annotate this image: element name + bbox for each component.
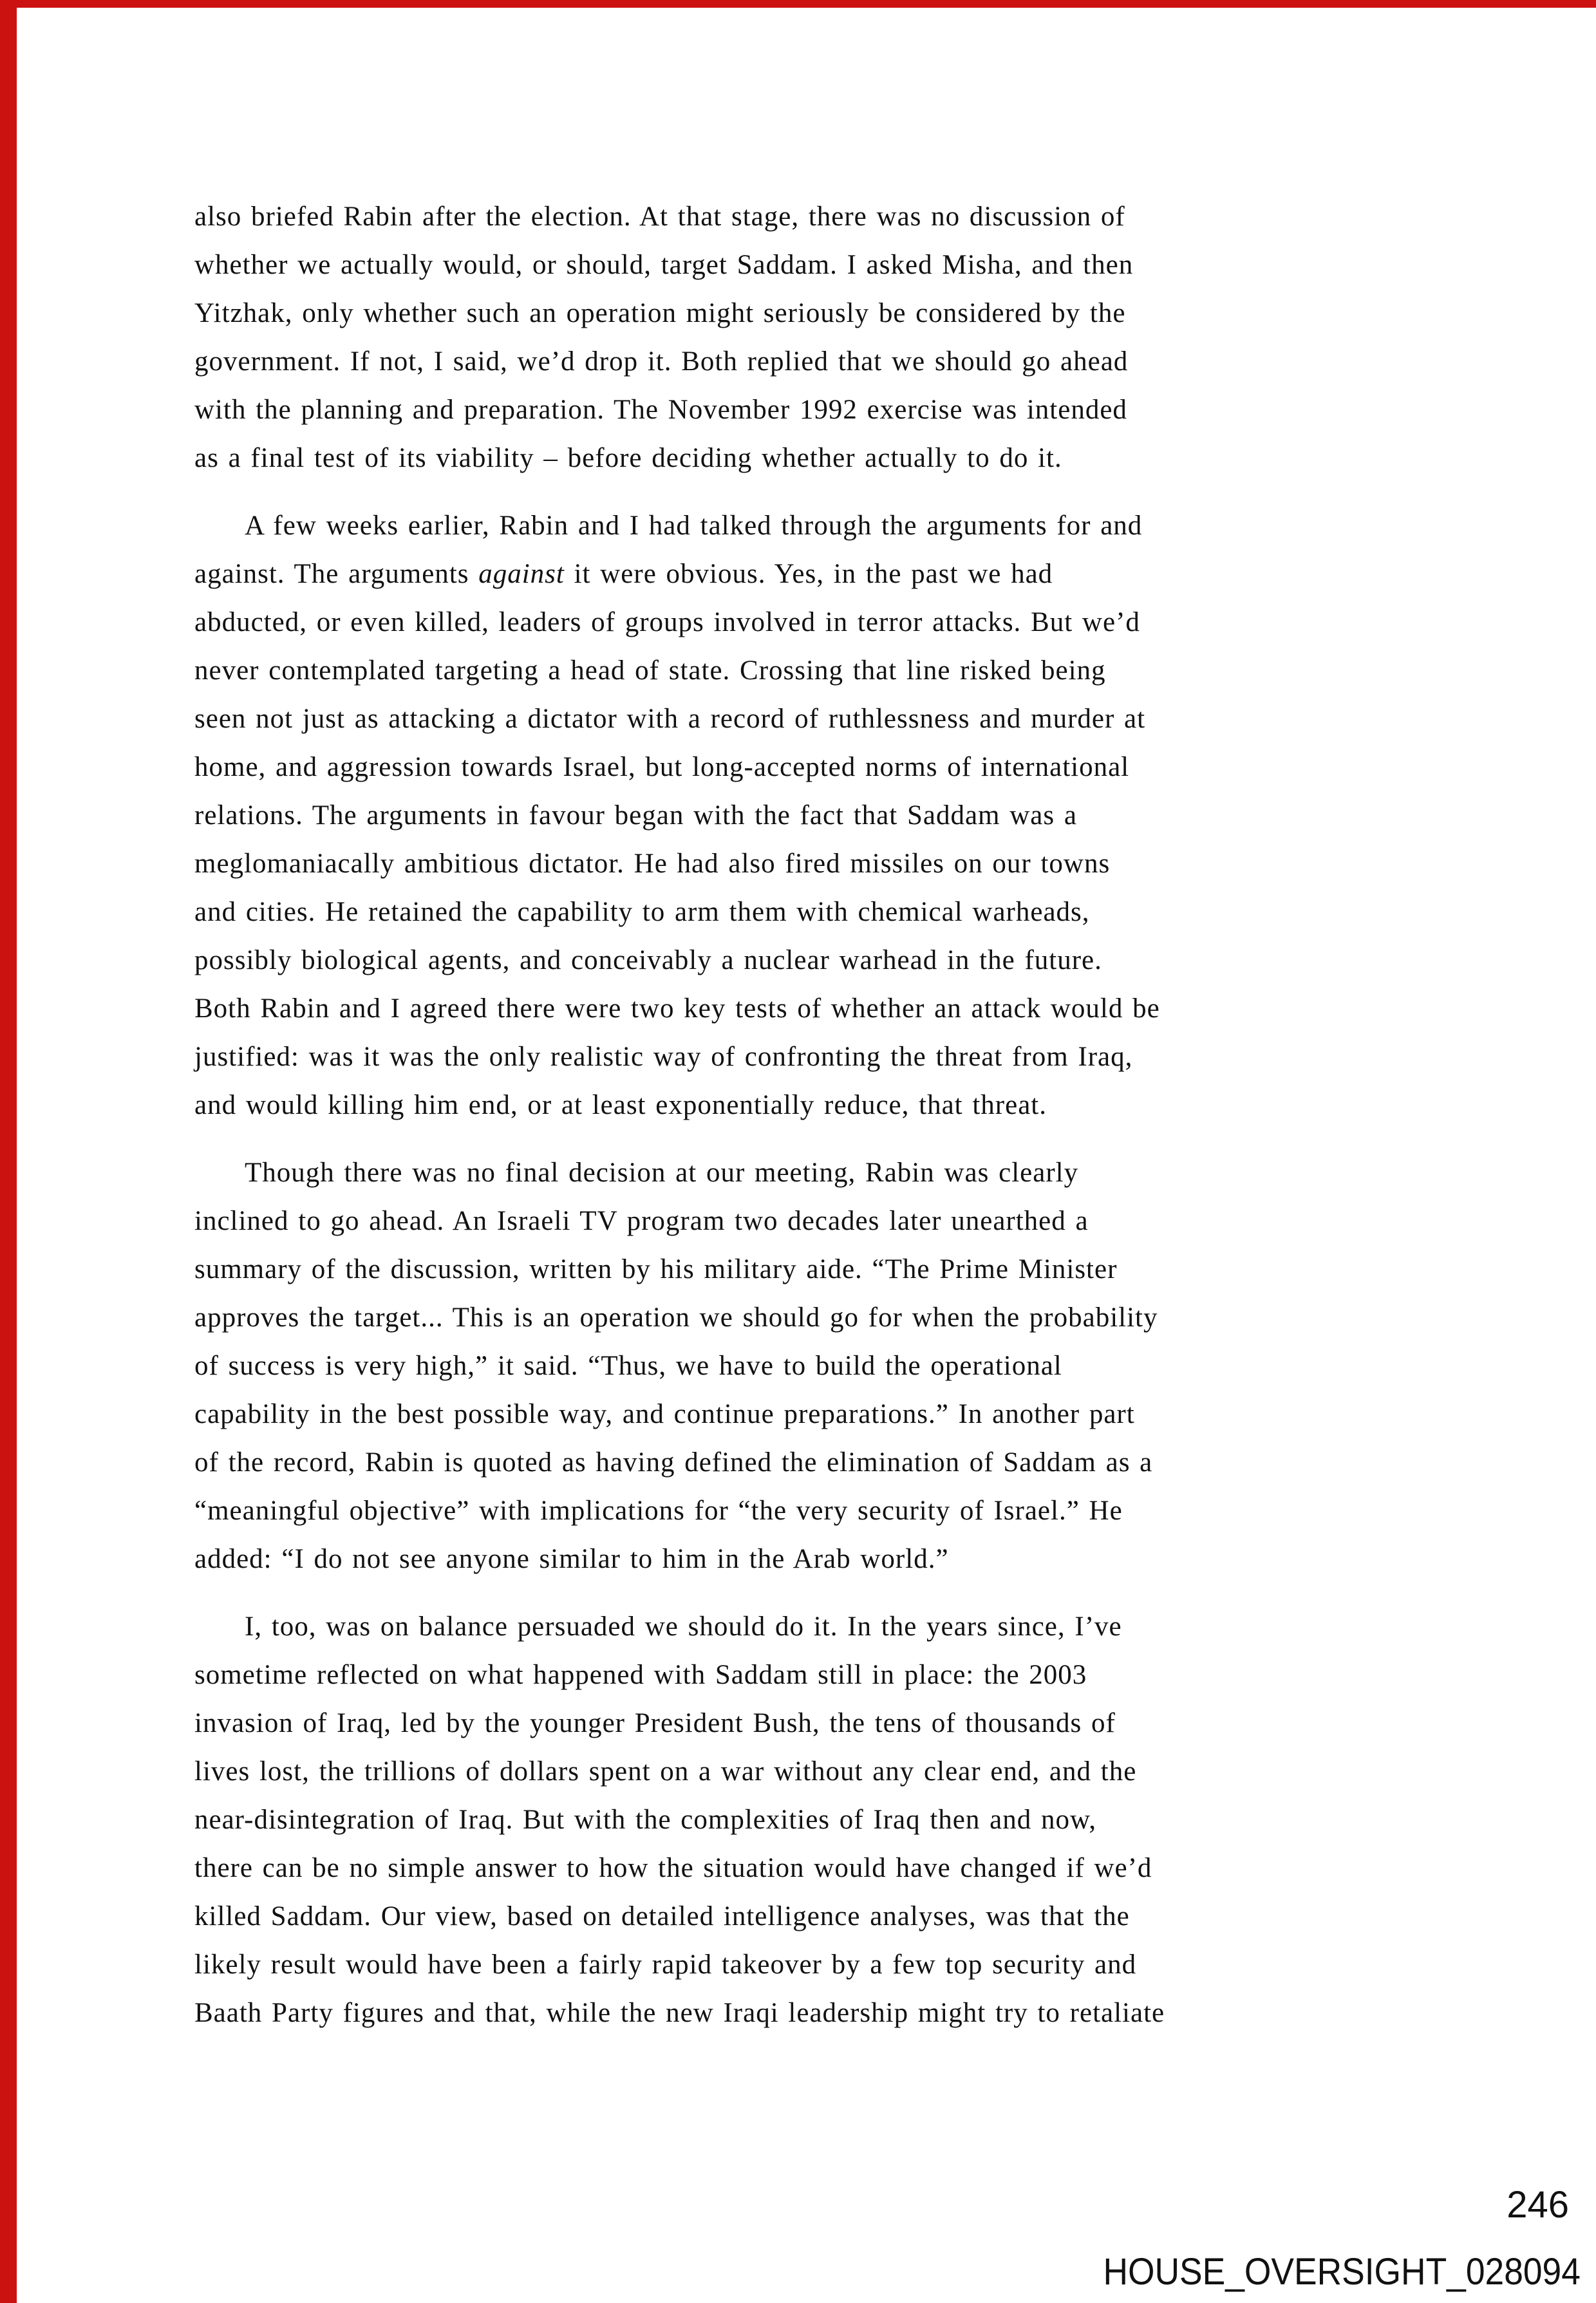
paragraph: I, too, was on balance persuaded we should do it. In the years since, I’ve sometime reflected on what happened with Saddam still in place: the 2003 invasion of Iraq, led by the younger President Bush, the tens of thousands of lives lost, the trillions of dollars spent on a war without any clear end, and the near-disintegration of Iraq. But with the complexities of Iraq then and now, there can be no simple answer to how the situation would have changed if we’d killed Saddam. Our view, based on detailed intelligence analyses, was that the likely result would have been a fairly rapid takeover by a few top security and Baath Party figures and that, while the new Iraqi leadership might try to retaliate xyxy=(194,1612,1165,2028)
body-text xyxy=(194,193,1437,2056)
paragraph: Though there was no final decision at our meeting, Rabin was clearly inclined to go ahead. An Israeli TV program two decades later unearthed a summary of the discussion, written by his military aide. “The Prime Minister approves the target... This is an operation we should go for when the probability of success is very high,” it said. “Thus, we have to build the operational capability in the best possible way, and continue preparations.” In another part of the record, Rabin is quoted as having defined the elimination of Saddam as a “meaningful objective” with implications for “the very security of Israel.” He added: “I do not see anyone similar to him in the Arab world.” xyxy=(194,1158,1158,1574)
paragraph: also briefed Rabin after the election. At that stage, there was no discussion of whether we actually would, or should, target Saddam. I asked Misha, and then Yitzhak, only whether such an operation might seriously be considered by the government. If not, I said, we’d drop it. Both replied that we should go ahead with the planning and preparation. The November 1992 exercise was intended as a final test of its viability – before deciding whether actually to do it. xyxy=(194,202,1134,473)
scan-edge-left xyxy=(0,0,17,2303)
scan-edge-top xyxy=(0,0,1596,8)
paragraph: A few weeks earlier, Rabin and I had talked through the arguments for and against. The arguments against it were obvious. Yes, in the past we had abducted, or even killed, leaders of groups involved in terror attacks. But we’d never contemplated targeting a head of state. Crossing that line risked being seen not just as attacking a dictator with a record of ruthlessness and murder at home, and aggression towards Israel, but long-accepted norms of international relations. The arguments in favour began with the fact that Saddam was a meglomaniacally ambitious dictator. He had also fired missiles on our towns and cities. He retained the capability to arm them with chemical warheads, possibly biological agents, and conceivably a nuclear warhead in the future. Both Rabin and I agreed there were two key tests of whether an attack would be justified: was it was the only realistic way of confronting the threat from Iraq, and would killing him end, or at least exponentially reduce, that threat. xyxy=(194,511,1160,1120)
page-number: 246 xyxy=(1507,2184,1569,2226)
bates-stamp: HOUSE_OVERSIGHT_028094 xyxy=(1103,2251,1581,2293)
